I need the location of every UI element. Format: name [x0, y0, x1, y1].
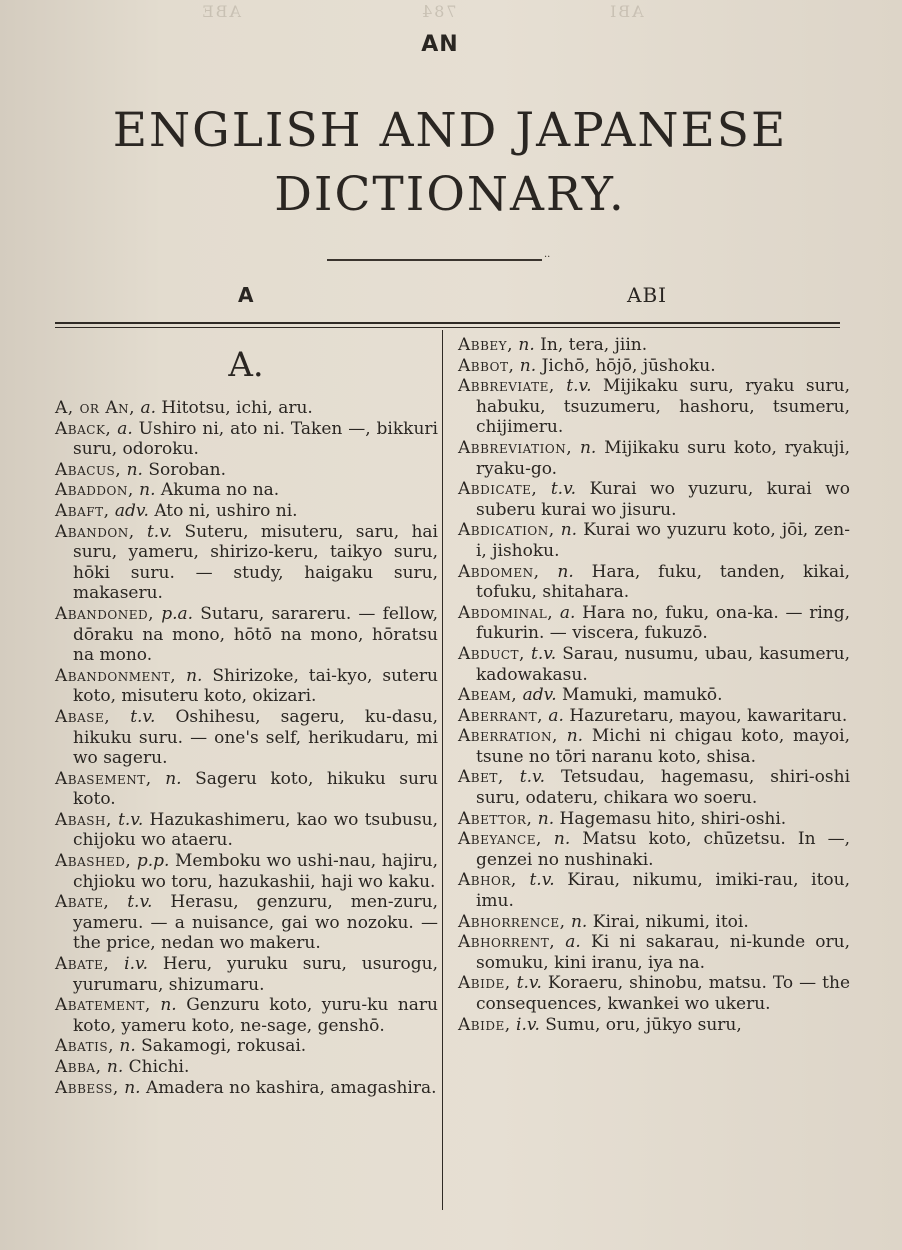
entry-part-of-speech: a.	[548, 705, 564, 726]
entry-definition: Hara, fuku, tanden, kikai, tofuku, shitahara.	[476, 561, 850, 603]
dictionary-entry	[458, 912, 850, 933]
entry-definition: Shirizoke, tai-kyo, suteru koto, misuteru koto, okizari.	[73, 665, 438, 707]
entry-part-of-speech: t.v.	[566, 376, 592, 397]
guide-word-right: ABI	[627, 283, 668, 307]
entry-headword: Abhor,	[458, 870, 517, 891]
entry-part-of-speech: n.	[518, 335, 535, 355]
right-column	[458, 335, 850, 1035]
entry-definition: Memboku wo ushi-nau, hajiru, chjioku wo toru, hazukashii, haji wo kaku.	[73, 851, 439, 892]
entry-part-of-speech: n.	[553, 829, 571, 850]
entry-definition: Michi ni chigau koto, mayoi, tsune no tōri naranu koto, shisa.	[476, 726, 850, 767]
entry-definition: Sakamogi, rokusai.	[141, 1036, 307, 1057]
entry-definition: Hazukashimeru, kao wo tsubusu, chijoku wo ataeru.	[73, 809, 439, 851]
entry-headword: Aback,	[55, 418, 112, 439]
entry-definition: Chichi.	[128, 1057, 190, 1077]
dictionary-entry	[458, 726, 850, 767]
dictionary-entry	[458, 335, 850, 356]
dictionary-entry	[458, 376, 850, 438]
bleed-through-guide-word: ABI	[608, 2, 644, 21]
dictionary-entry	[55, 480, 438, 501]
over-title: AN	[421, 32, 459, 57]
entry-definition: Hitotsu, ichi, aru.	[161, 398, 313, 418]
entry-headword: Abate,	[55, 892, 110, 913]
entry-part-of-speech: t.v.	[516, 973, 542, 994]
entry-definition: Hara no, fuku, ona-ka. — ring, fukurin. — viscera, fukuzō.	[476, 602, 850, 644]
entry-part-of-speech: n.	[186, 665, 203, 686]
dictionary-entry	[458, 603, 850, 644]
entry-headword: Abatement,	[55, 995, 151, 1016]
entry-part-of-speech: n.	[560, 520, 578, 541]
entry-definition: Kurai wo yuzuru, kurai wo suberu kurai wo jisuru.	[476, 479, 850, 520]
entry-headword: Abandoned,	[55, 603, 155, 624]
dictionary-entry	[458, 809, 850, 830]
dictionary-entry	[458, 520, 850, 561]
entry-definition: Sarau, nusumu, ubau, kasumeru, kadowakasu.	[476, 643, 850, 685]
entry-part-of-speech: n.	[124, 1077, 141, 1098]
entry-part-of-speech: n.	[570, 911, 588, 932]
entry-headword: Abduct,	[458, 643, 525, 664]
entry-definition: Genzuru koto, yuru-ku naru koto, yameru koto, ne-sage, genshō.	[73, 995, 439, 1036]
entry-headword: Aberration,	[458, 726, 558, 747]
entry-definition: Akuma no na.	[160, 480, 280, 501]
dictionary-entry	[55, 851, 438, 892]
dictionary-entry	[55, 769, 438, 810]
entry-definition: Mijikaku suru, ryaku suru, habuku, tsuzumeru, hashoru, tsumeru, chijimeru.	[476, 376, 851, 438]
left-column	[55, 398, 438, 1098]
title-line-2: DICTIONARY.	[274, 167, 626, 222]
entry-headword: Abbot,	[458, 355, 515, 376]
column-divider	[442, 330, 443, 1210]
dictionary-entry	[55, 666, 438, 707]
entry-headword: Abacus,	[55, 459, 122, 480]
title-line-1: ENGLISH AND JAPANESE	[112, 103, 788, 158]
entry-part-of-speech: a.	[559, 602, 576, 623]
entry-part-of-speech: a.	[140, 398, 156, 418]
dictionary-entry	[55, 1057, 438, 1078]
entry-headword: Abandonment,	[55, 665, 177, 686]
entry-definition: Ato ni, ushiro ni.	[154, 500, 298, 521]
dictionary-entry	[458, 562, 850, 603]
entry-part-of-speech: n.	[165, 768, 182, 789]
dictionary-entry	[458, 1015, 850, 1036]
entry-definition: Matsu koto, chūzetsu. In —, genzei no nushinaki.	[476, 829, 851, 870]
entry-part-of-speech: t.v.	[130, 706, 156, 727]
dictionary-entry	[55, 892, 438, 954]
entry-part-of-speech: t.v.	[519, 767, 545, 788]
entry-part-of-speech: t.v.	[146, 521, 173, 542]
dictionary-entry	[458, 973, 850, 1014]
dictionary-entry	[458, 644, 850, 685]
dictionary-entry	[458, 438, 850, 479]
dictionary-entry	[55, 419, 438, 460]
entry-part-of-speech: i.v.	[124, 954, 148, 975]
dictionary-entry	[458, 706, 850, 727]
dictionary-entry	[55, 522, 438, 604]
entry-definition: Jichō, hōjō, jūshoku.	[541, 355, 716, 376]
entry-headword: Abandon,	[55, 521, 135, 542]
dictionary-entry	[55, 1078, 438, 1099]
entry-part-of-speech: n.	[557, 561, 574, 582]
dictionary-entry	[55, 995, 438, 1036]
entry-headword: Abdominal,	[458, 602, 554, 623]
entry-part-of-speech: adv.	[522, 685, 557, 706]
dictionary-entry	[55, 707, 438, 769]
entry-definition: Hagemasu hito, shiri-oshi.	[559, 808, 787, 829]
entry-part-of-speech: n.	[119, 1036, 136, 1057]
entry-part-of-speech: n.	[566, 726, 584, 747]
entry-headword: Abbess,	[55, 1077, 119, 1098]
entry-definition: Amadera no kashira, amagashira.	[145, 1077, 437, 1098]
entry-definition: Koraeru, shinobu, matsu. To — the consequences, kwankei wo ukeru.	[476, 973, 851, 1014]
entry-headword: Abbreviate,	[458, 376, 555, 397]
dictionary-entry	[458, 479, 850, 520]
entry-part-of-speech: adv.	[114, 500, 149, 521]
entry-part-of-speech: p.a.	[161, 603, 194, 624]
dictionary-entry	[55, 954, 438, 995]
entry-headword: Abdication,	[458, 520, 555, 541]
entry-headword: Abdicate,	[458, 479, 538, 500]
section-letter: A.	[228, 345, 264, 385]
entry-definition: Sageru koto, hikuku suru koto.	[73, 768, 438, 810]
entry-headword: Abashed,	[55, 851, 132, 872]
entry-part-of-speech: a.	[117, 418, 133, 439]
entry-definition: Mamuki, mamukō.	[562, 685, 723, 706]
entry-headword: Abatis,	[55, 1036, 114, 1057]
entry-headword: Aberrant,	[458, 705, 543, 726]
entry-definition: Sutaru, sarareru. — fellow, dōraku na mono, hōtō na mono, hōratsu na mono.	[73, 603, 438, 666]
entry-definition: Sumu, oru, jūkyo suru,	[545, 1014, 742, 1035]
entry-definition: Kirau, nikumu, imiki-rau, itou, imu.	[476, 870, 850, 912]
entry-headword: Abide,	[458, 973, 511, 994]
header-rule	[55, 322, 840, 328]
entry-definition: Kirai, nikumi, itoi.	[592, 911, 749, 932]
dictionary-entry	[55, 604, 438, 666]
entry-definition: Mijikaku suru koto, ryakuji, ryaku-go.	[476, 437, 850, 479]
entry-part-of-speech: t.v.	[550, 479, 577, 500]
dictionary-entry	[458, 870, 850, 911]
entry-headword: Abate,	[55, 954, 110, 975]
entry-definition: Kurai wo yuzuru koto, jōi, zen-i, jishoku.	[476, 520, 850, 561]
entry-headword: Abasement,	[55, 768, 152, 789]
entry-headword: Abide,	[458, 1014, 511, 1035]
entry-definition: Soroban.	[148, 459, 226, 480]
entry-definition: Suteru, misuteru, saru, hai suru, yameru, shirizo-keru, taikyo suru, hōki suru. — study, haigaku suru, makaseru.	[73, 521, 438, 604]
dictionary-entry	[458, 932, 850, 973]
entry-definition: In, tera, jiin.	[540, 335, 648, 355]
entry-part-of-speech: n.	[537, 808, 555, 829]
entry-part-of-speech: i.v.	[516, 1014, 540, 1035]
dictionary-entry	[458, 685, 850, 706]
dictionary-entry	[458, 829, 850, 870]
bleed-through-page-number: 784	[420, 2, 457, 21]
bleed-through-running-head: ABE	[200, 2, 241, 21]
entry-headword: Abbreviation,	[458, 437, 573, 458]
entry-headword: Abase,	[55, 706, 111, 727]
entry-definition: Herasu, genzuru, men-zuru, yameru. — a nuisance, gai wo nozoku. — the price, nedan wo makeru.	[73, 892, 439, 954]
dictionary-entry	[55, 810, 438, 851]
entry-part-of-speech: n.	[106, 1057, 124, 1077]
entry-headword: Abeam,	[458, 685, 518, 706]
dictionary-entry	[55, 1036, 438, 1057]
entry-definition: Ki ni sakarau, ni-kunde oru, somuku, kini iranu, iya na.	[476, 932, 851, 973]
dictionary-entry	[55, 460, 438, 481]
entry-part-of-speech: n.	[160, 995, 177, 1016]
entry-headword: Abba,	[55, 1057, 102, 1077]
entry-headword: Abdomen,	[458, 561, 540, 582]
entry-part-of-speech: t.v.	[118, 809, 144, 830]
entry-definition: Hazuretaru, mayou, kawaritaru.	[569, 705, 848, 726]
entry-headword: Abeyance,	[458, 829, 542, 850]
entry-part-of-speech: n.	[126, 459, 143, 480]
dictionary-entry	[458, 767, 850, 808]
entry-headword: Abbey,	[458, 335, 513, 355]
entry-part-of-speech: p.p.	[136, 851, 170, 872]
guide-word-left: A	[238, 283, 254, 307]
decorative-rule	[327, 259, 542, 261]
entry-headword: Abhorrent,	[458, 932, 556, 953]
decorative-dots: ··	[544, 252, 551, 263]
dictionary-entry	[55, 398, 438, 419]
entry-definition: Heru, yuruku suru, usurogu, yurumaru, shizumaru.	[73, 954, 439, 995]
entry-part-of-speech: n.	[139, 480, 156, 501]
entry-part-of-speech: a.	[565, 932, 581, 953]
entry-definition: Tetsudau, hagemasu, shiri-oshi suru, odateru, chikara wo soeru.	[476, 767, 850, 809]
entry-part-of-speech: n.	[519, 355, 537, 376]
entry-headword: Abhorrence,	[458, 911, 566, 932]
entry-part-of-speech: t.v.	[127, 892, 153, 913]
entry-headword: Abash,	[55, 809, 112, 830]
entry-headword: Abaddon,	[55, 480, 134, 501]
entry-headword: Abettor,	[458, 808, 533, 829]
dictionary-entry	[55, 501, 438, 522]
entry-headword: Abaft,	[55, 500, 110, 521]
entry-headword: A, or An,	[55, 398, 136, 418]
entry-definition: Ushiro ni, ato ni. Taken —, bikkuri suru, odoroku.	[73, 418, 438, 460]
entry-headword: Abet,	[458, 767, 504, 788]
entry-part-of-speech: t.v.	[529, 870, 555, 891]
dictionary-entry	[458, 356, 850, 377]
entry-part-of-speech: n.	[579, 437, 597, 458]
entry-definition: Oshihesu, sageru, ku-dasu, hikuku suru. — one's self, herikudaru, mi wo sageru.	[73, 706, 439, 769]
entry-part-of-speech: t.v.	[530, 643, 557, 664]
